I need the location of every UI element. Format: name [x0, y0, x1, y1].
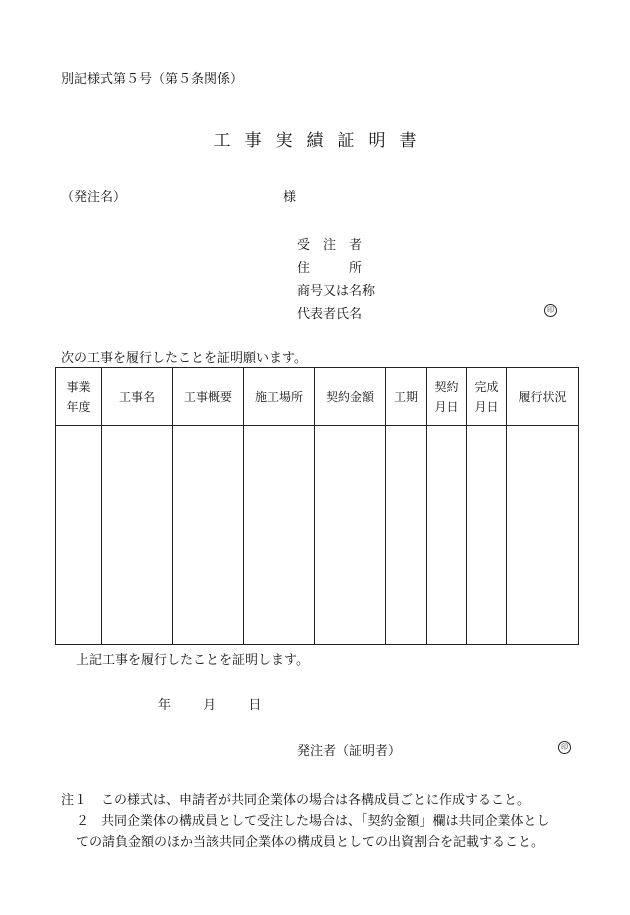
note-2-label: ２ — [76, 814, 90, 829]
note-2-text-line-1: 共同企業体の構成員として受注した場合は、「契約金額」欄は共同企業体とし — [101, 814, 550, 829]
certification-date — [158, 694, 261, 713]
header-work-summary: 工事概要 — [173, 368, 244, 426]
representative-label: 代表者氏名 — [297, 307, 363, 322]
issuer-seal-icon: 印 — [558, 741, 571, 754]
document-title: 工事実績証明書 — [213, 131, 431, 151]
date-day-label: 日 — [248, 698, 262, 713]
table-header-row — [56, 368, 579, 426]
request-statement: 次の工事を履行したことを証明願います。 — [61, 351, 307, 366]
header-period: 工期 — [386, 368, 427, 426]
cell-period[interactable] — [386, 426, 427, 645]
address-label: 住 所 — [297, 261, 363, 276]
date-month-label: 月 — [203, 698, 217, 713]
cell-site[interactable] — [244, 426, 315, 645]
note-1-label: 注１ — [61, 793, 88, 808]
cell-completion-date[interactable] — [467, 426, 507, 645]
form-reference: 別記様式第５号（第５条関係） — [61, 72, 244, 87]
certification-statement: 上記工事を履行したことを証明します。 — [76, 653, 309, 668]
representative-seal-icon: 印 — [544, 304, 557, 317]
header-work-name: 工事名 — [102, 368, 173, 426]
company-name-label: 商号又は名称 — [297, 284, 376, 299]
table-row — [56, 426, 579, 645]
client-honorific: 様 — [283, 190, 297, 205]
header-fiscal-year: 事業 年度 — [56, 368, 102, 426]
note-2-text-line-2: ての請負金額のほか当該共同企業体の構成員としての出資割合を記載すること。 — [76, 835, 545, 850]
works-table — [55, 367, 579, 645]
header-site: 施工場所 — [244, 368, 315, 426]
cell-work-name[interactable] — [102, 426, 173, 645]
cell-work-summary[interactable] — [173, 426, 244, 645]
note-1-text: この様式は、申請者が共同企業体の場合は各構成員ごとに作成すること。 — [101, 793, 531, 808]
cell-contract-amount[interactable] — [315, 426, 386, 645]
cell-fiscal-year[interactable] — [56, 426, 102, 645]
header-performance-status: 履行状況 — [507, 368, 579, 426]
cell-contract-date[interactable] — [427, 426, 467, 645]
date-year-label: 年 — [158, 698, 172, 713]
header-contract-date: 契約 月日 — [427, 368, 467, 426]
contractor-label: 受 注 者 — [297, 238, 363, 253]
issuer-label: 発注者（証明者） — [297, 744, 402, 759]
client-name-label: （発注名） — [61, 190, 127, 205]
cell-performance-status[interactable] — [507, 426, 579, 645]
header-completion-date: 完成 月日 — [467, 368, 507, 426]
header-contract-amount: 契約金額 — [315, 368, 386, 426]
